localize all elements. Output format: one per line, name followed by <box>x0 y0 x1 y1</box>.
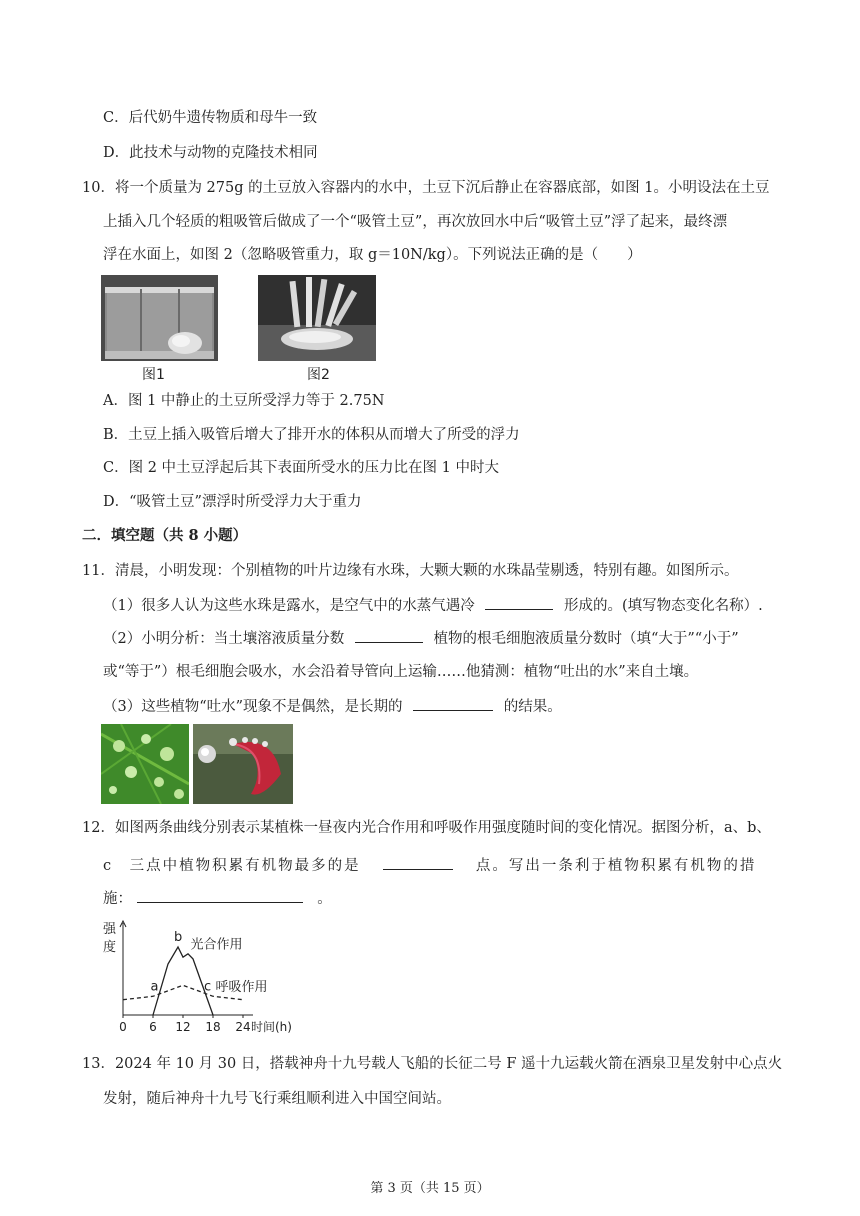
q12-line3-after: 。 <box>317 891 332 907</box>
point-label-c: c <box>204 979 212 995</box>
point-label-b: b <box>174 930 183 945</box>
q11-part1 <box>103 595 763 616</box>
q11-part2-line2: 或“等于”）根毛细胞会吸水，水会沿着导管向上运输……他猜测：植物“吐出的水”来自土壤。 <box>103 664 699 680</box>
x-tick-label: 24 <box>235 1020 251 1034</box>
fig2-caption: 图2 <box>307 367 330 383</box>
q11-part2 <box>103 628 739 649</box>
q12-line3 <box>103 888 332 909</box>
x-tick-label: 6 <box>149 1020 157 1034</box>
q11-part3-after: 的结果。 <box>503 699 562 715</box>
page-footer: 第 3 页（共 15 页） <box>370 1181 490 1196</box>
q13-line2: 发射，随后神舟十九号飞行乘组顺利进入中国空间站。 <box>103 1091 451 1107</box>
q10-stem-line2: 上插入几个轻质的粗吸管后做成了一个“吸管土豆”，再次放回水中后“吸管土豆”浮了起来，最终漂 <box>103 214 728 230</box>
section-title: 二．填空题（共 8 小题） <box>82 527 248 544</box>
q11-part3 <box>103 696 562 717</box>
q11-part3-before: （3）这些植物“吐水”现象不是偶然，是长期的 <box>103 699 403 715</box>
q11-part1-before: （1）很多人认为这些水珠是露水，是空气中的水蒸气遇冷 <box>103 598 475 614</box>
q10-stem-line3: 浮在水面上，如图 2（忽略吸管重力，取 g＝10N/kg）。下列说法正确的是（ ） <box>103 247 642 263</box>
answer-blank-1[interactable] <box>485 595 553 610</box>
q12-line2-before: c 三点中植物积累有机物最多的是 <box>103 858 361 874</box>
q12-line2 <box>103 855 756 876</box>
answer-blank-5[interactable] <box>137 888 303 903</box>
q13-line1: 13．2024 年 10 月 30 日，搭载神舟十九号载人飞船的长征二号 F 遥十九运载火箭在酒泉卫星发射中心点火 <box>82 1056 783 1072</box>
x-tick-label: 18 <box>205 1020 221 1034</box>
q12-line1: 12．如图两条曲线分别表示某植株一昼夜内光合作用和呼吸作用强度随时间的变化情况。据图分析，a、b、 <box>82 820 771 836</box>
q10-option-b: B．土豆上插入吸管后增大了排开水的体积从而增大了所受的浮力 <box>103 427 520 443</box>
x-tick-label: 0 <box>119 1020 127 1034</box>
q10-option-c: C．图 2 中土豆浮起后其下表面所受水的压力比在图 1 中时大 <box>103 460 499 476</box>
q10-option-d: D．“吸管土豆”漂浮时所受浮力大于重力 <box>103 494 362 510</box>
straw-potato-photo <box>258 275 376 361</box>
q10-option-a: A．图 1 中静止的土豆所受浮力等于 2.75N <box>103 393 385 409</box>
red-leaf-droplets-photo <box>193 724 293 804</box>
leaf-water-drops-photo <box>101 724 189 804</box>
series-label-2: 呼吸作用 <box>215 980 268 996</box>
q11-part2-before: （2）小明分析：当土壤溶液质量分数 <box>103 631 345 647</box>
q12-line2-after: 点。写出一条利于植物积累有机物的措 <box>475 858 757 874</box>
q9-option-c: C．后代奶牛遗传物质和母牛一致 <box>103 110 318 126</box>
x-axis-label: 时间(h) <box>251 1020 292 1034</box>
photosynthesis-respiration-chart <box>95 915 315 1045</box>
y-axis-label-char: 度 <box>103 940 117 955</box>
q9-option-d: D．此技术与动物的克隆技术相同 <box>103 145 318 161</box>
point-label-a: a <box>150 979 159 995</box>
q11-stem: 11．清晨，小明发现：个别植物的叶片边缘有水珠，大颗大颗的水珠晶莹剔透，特别有趣。如图所示。 <box>82 563 739 579</box>
answer-blank-3[interactable] <box>413 696 493 711</box>
fig1-caption: 图1 <box>142 367 165 383</box>
potato-sunk-photo <box>101 275 218 361</box>
answer-blank-2[interactable] <box>355 628 423 643</box>
series-label-1: 光合作用 <box>190 937 243 953</box>
q11-part1-after: 形成的。(填写物态变化名称）. <box>563 598 763 614</box>
q12-line3-before: 施： <box>103 891 132 907</box>
x-tick-label: 12 <box>175 1020 191 1034</box>
answer-blank-4[interactable] <box>383 855 453 870</box>
q11-part2-after: 植物的根毛细胞液质量分数时（填“大于”“小于” <box>433 631 739 647</box>
q10-stem-line1: 10．将一个质量为 275g 的土豆放入容器内的水中，土豆下沉后静止在容器底部，如图 1。小明设法在土豆 <box>82 180 770 196</box>
y-axis-label-char: 强 <box>103 922 117 937</box>
